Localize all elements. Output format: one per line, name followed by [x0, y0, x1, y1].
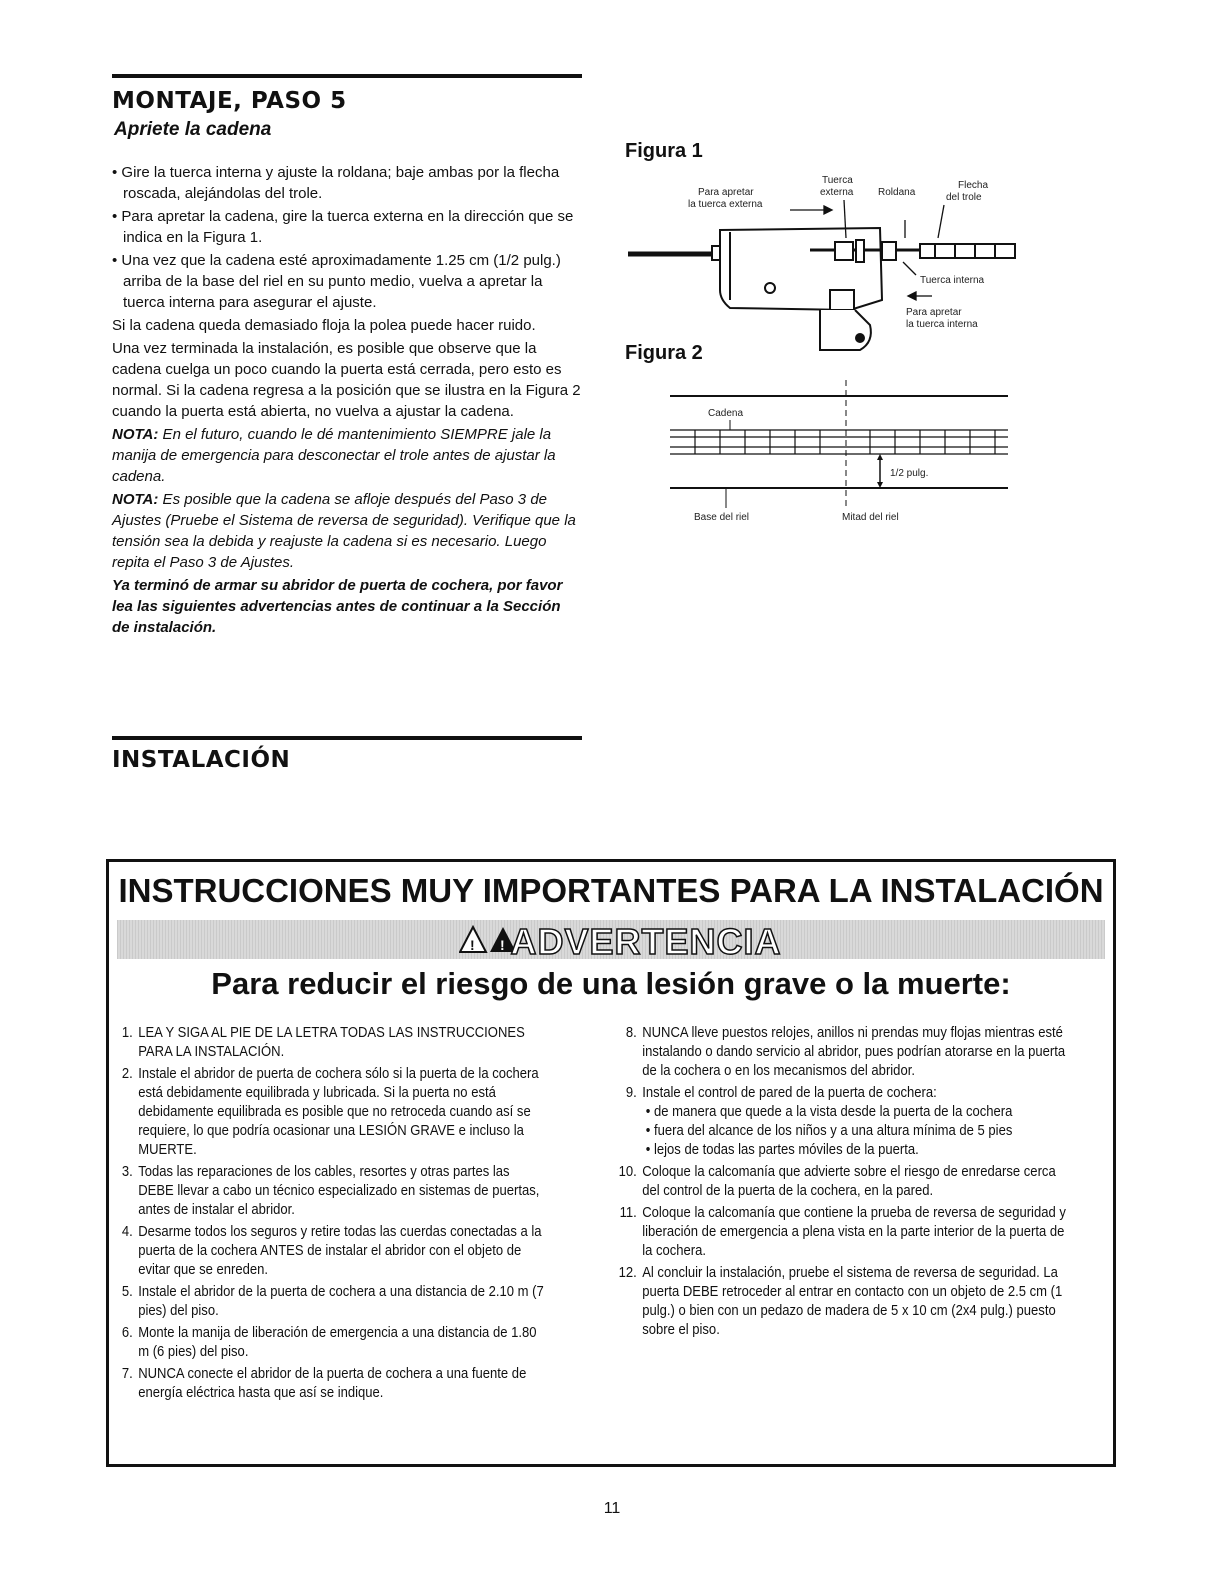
- item-number: 10.: [618, 1164, 637, 1180]
- item-number: 11.: [619, 1205, 637, 1221]
- list-item: [617, 1264, 1067, 1340]
- item-text: Monte la manija de liberación de emergencia a una distancia de 1.80 m (6 pies) del piso.: [138, 1325, 537, 1360]
- item-text: Instale el abridor de puerta de cochera sólo si la puerta de la cochera está debidamente equilibrada y lubricada. Si la puerta no está debidamente equilibrada es posible que no retroceda cuando así se requiere, lo que podría ocasionar una LESIÓN GRAVE e incluso la MUERTE.: [138, 1066, 539, 1158]
- label-para-apretar-int-2: la tuerca interna: [906, 319, 978, 330]
- label-flecha-2: del trole: [946, 192, 982, 203]
- list-item: [113, 1065, 545, 1160]
- item-number: 6.: [121, 1325, 133, 1341]
- warning-title: INSTRUCCIONES MUY IMPORTANTES PARA LA INSTALACIÓN: [118, 872, 1104, 909]
- item-text: Coloque la calcomanía que advierte sobre el riesgo de enredarse cerca del control de la puerta de la cochera, en la pared.: [642, 1164, 1056, 1199]
- label-para-apretar-int-1: Para apretar: [906, 307, 962, 318]
- item-number: 7.: [121, 1366, 133, 1382]
- note-2-label: NOTA:: [112, 491, 159, 508]
- item-text: LEA Y SIGA AL PIE DE LA LETRA TODAS LAS INSTRUCCIONES PARA LA INSTALACIÓN.: [138, 1025, 525, 1060]
- label-roldana: Roldana: [878, 187, 916, 198]
- item-number: 2.: [121, 1066, 133, 1082]
- bullet-1: • Gire la tuerca interna y ajuste la roldana; baje ambas por la flecha roscada, alejándolas del trole.: [112, 164, 560, 202]
- list-item: [617, 1084, 1067, 1160]
- item-text: NUNCA conecte el abridor de la puerta de cochera a una fuente de energía eléctrica hasta que así se indique.: [138, 1366, 527, 1401]
- item-number: 1.: [121, 1025, 133, 1041]
- chain-drawing: [670, 430, 1008, 454]
- paragraph-1: Si la cadena queda demasiado floja la polea puede hacer ruido.: [112, 317, 536, 334]
- item-number: 4.: [121, 1224, 133, 1240]
- note-2-text: Es posible que la cadena se afloje después del Paso 3 de Ajustes (Pruebe el Sistema de reversa de seguridad). Verifique que la tensión sea la debida y reajuste la cadena si es necesario. Luego repita el Paso 3 de Ajustes.: [112, 491, 576, 571]
- figure1-diagram: [620, 170, 1020, 370]
- trolley-drawing: [628, 228, 1015, 350]
- section2-rule: [112, 736, 582, 740]
- list-item: [113, 1163, 545, 1220]
- note-1-text: En el futuro, cuando le dé mantenimiento SIEMPRE jale la manija de emergencia para desconectar el trole antes de ajustar la cadena.: [112, 426, 556, 485]
- warning-subtitle: Para reducir el riesgo de una lesión grave o la muerte:: [211, 966, 1011, 1001]
- closing-note: Ya terminó de armar su abridor de puerta de cochera, por favor lea las siguientes advertencias antes de continuar a la Sección de instalación.: [112, 577, 563, 636]
- label-cadena: Cadena: [708, 408, 744, 419]
- bullet-2: • Para apretar la cadena, gire la tuerca externa en la dirección que se indica en la Figura 1.: [112, 208, 574, 246]
- section1-subtitle: Apriete la cadena: [114, 119, 272, 140]
- item-text: Coloque la calcomanía que contiene la prueba de reversa de seguridad y liberación de emergencia a plena vista en la parte interior de la puerta de la cochera.: [642, 1205, 1066, 1259]
- list-item: [617, 1204, 1067, 1261]
- list-item: [113, 1283, 545, 1321]
- item-text: Desarme todos los seguros y retire todas las cuerdas conectadas a la puerta de la cochera ANTES de instalar el abridor con el objeto de evitar que se enreden.: [138, 1224, 542, 1278]
- figure2-label: Figura 2: [625, 342, 703, 364]
- label-base: Base del riel: [694, 512, 750, 523]
- section2-title: INSTALACIÓN: [112, 747, 291, 773]
- item-number: 9.: [625, 1085, 637, 1101]
- sub-bullet: • fuera del alcance de los niños y a una altura mínima de 5 pies: [645, 1123, 1013, 1139]
- item-text: Instale el control de pared de la puerta de cochera:: [642, 1085, 937, 1101]
- label-para-apretar-ext-1: Para apretar: [698, 187, 754, 198]
- section1-body: [112, 162, 582, 640]
- note-1: [112, 424, 582, 487]
- label-flecha-1: Flecha: [958, 180, 989, 191]
- svg-text:!: !: [470, 937, 475, 953]
- list-item: [113, 1324, 545, 1362]
- label-tuerca-interna: Tuerca interna: [920, 275, 985, 286]
- list-item: [113, 1365, 545, 1403]
- warning-left-column: [113, 1024, 545, 1406]
- label-para-apretar-ext-2: la tuerca externa: [688, 199, 763, 210]
- label-tuerca-externa-2: externa: [820, 187, 854, 198]
- section1-title: MONTAJE, PASO 5: [112, 88, 347, 114]
- section1-rule: [112, 74, 582, 78]
- item-text: Al concluir la instalación, pruebe el sistema de reversa de seguridad. La puerta DEBE retroceder al entrar en contacto con un objeto de 2.5 cm (1 pulg.) o bien con un pedazo de madera de 5 x 10 cm (2x4 pulg.) puesto sobre el piso.: [642, 1265, 1063, 1338]
- list-item: [113, 1024, 545, 1062]
- sub-bullet: • lejos de todas las partes móviles de la puerta.: [645, 1142, 919, 1158]
- bullet-3: • Una vez que la cadena esté aproximadamente 1.25 cm (1/2 pulg.) arriba de la base del riel en su punto medio, vuelva a apretar la tuerca interna para asegurar el ajuste.: [112, 252, 561, 311]
- sub-bullet: • de manera que quede a la vista desde la puerta de la cochera: [645, 1104, 1013, 1120]
- item-number: 8.: [625, 1025, 637, 1041]
- figure1-label: Figura 1: [625, 140, 703, 162]
- warning-box: [106, 859, 1116, 1467]
- note-2: [112, 489, 582, 573]
- list-item: [617, 1163, 1067, 1201]
- item-number: 3.: [121, 1164, 133, 1180]
- warning-right-column: [617, 1024, 1067, 1343]
- note-1-label: NOTA:: [112, 426, 159, 443]
- list-item: [113, 1223, 545, 1280]
- item-text-group: [642, 1084, 1012, 1160]
- item-number: 12.: [618, 1265, 637, 1281]
- paragraph-2: Una vez terminada la instalación, es posible que observe que la cadena cuelga un poco cuando la puerta está cerrada, pero esto es normal. Si la cadena regresa a la posición que se ilustra en la Figura 2 cuando la puerta está abierta, no vuelva a ajustar la cadena.: [112, 340, 581, 420]
- list-item: [617, 1024, 1067, 1081]
- label-medida: 1/2 pulg.: [890, 468, 929, 479]
- page-number: 11: [603, 1500, 621, 1517]
- item-number: 5.: [121, 1284, 133, 1300]
- warning-signal-word: ADVERTENCIA: [510, 921, 782, 962]
- item-text: NUNCA lleve puestos relojes, anillos ni prendas muy flojas mientras esté instalando o dando servicio al abridor, pues podrían atorarse en la puerta de la cochera o en los mecanismos del abridor.: [642, 1025, 1066, 1079]
- label-tuerca-externa-1: Tuerca: [822, 175, 853, 186]
- figure2-diagram: [650, 380, 1020, 530]
- item-text: Instale el abridor de la puerta de cochera a una distancia de 2.10 m (7 pies) del piso.: [138, 1284, 544, 1319]
- item-text: Todas las reparaciones de los cables, resortes y otras partes las DEBE llevar a cabo un técnico especializado en sistemas de puertas, antes de instalar el abridor.: [138, 1164, 540, 1218]
- label-mitad: Mitad del riel: [842, 512, 899, 523]
- svg-text:!: !: [500, 937, 505, 953]
